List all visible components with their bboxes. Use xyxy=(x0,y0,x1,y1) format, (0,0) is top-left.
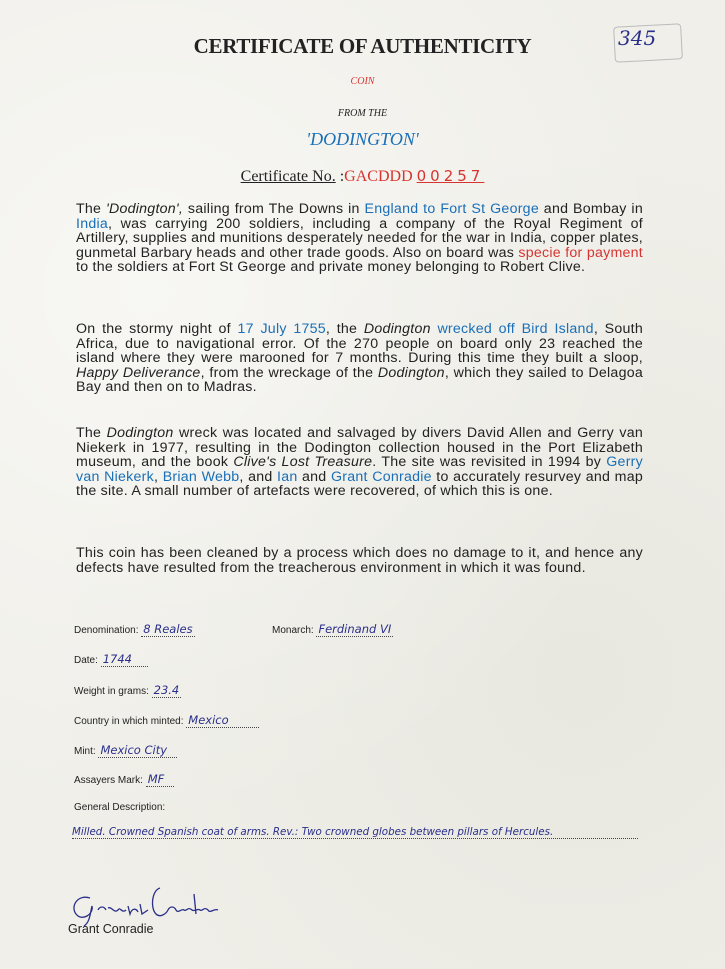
general-description-value: Milled. Crowned Spanish coat of arms. Rev.: Two crowned globes between pillars of Hercules. xyxy=(72,826,638,839)
weight-value: 23.4 xyxy=(153,683,180,697)
certificate-number-separator: : xyxy=(339,168,345,185)
mint-field xyxy=(74,743,177,757)
denomination-label: Denomination: xyxy=(74,625,139,636)
date-value: 1744 xyxy=(101,652,148,667)
monarch-label: Monarch: xyxy=(272,625,314,636)
monarch-value: Ferdinand VI xyxy=(318,622,392,636)
weight-field xyxy=(74,683,181,697)
date-label: Date: xyxy=(74,655,98,666)
denomination-value: 8 Reales xyxy=(143,622,193,636)
country-label: Country in which minted: xyxy=(74,716,184,727)
paragraph-salvage: The Dodington wreck was located and salvaged by divers David Allen and Gerry van Niekerk in 1977, resulting in the Dodington collection housed in the Port Elizabeth museum, and the book Clive's Lost Treasure. The site was revisited in 1994 by Gerry van Niekerk, Brian Webb, and Ian and Grant Conradie to accurately resurvey and map the site. A small number of artefacts were recovered, of which this is one. xyxy=(76,425,643,500)
certificate-number xyxy=(0,167,725,186)
weight-label: Weight in grams: xyxy=(74,686,149,697)
certificate-digits: 00257 xyxy=(416,167,485,185)
paragraph-wreck: On the stormy night of 17 July 1755, the Dodington wrecked off Bird Island, South Africa, due to navigational error. Of the 270 people on board only 23 reached the island where they were marooned for 7 months. During this time they built a sloop, Happy Deliverance, from the wreckage of the Dodington, which they sailed to Delagoa Bay and then on to Madras. xyxy=(76,321,643,396)
paragraph-cleaning: This coin has been cleaned by a process which does no damage to it, and hence any defects have resulted from the treacherous environment in which it was found. xyxy=(76,545,643,576)
certificate-number-label: Certificate No. xyxy=(240,168,336,185)
general-description-label: General Description: xyxy=(74,802,166,813)
signature-printed-name: Grant Conradie xyxy=(68,922,154,936)
assayers-label: Assayers Mark: xyxy=(74,775,143,786)
item-type: COIN xyxy=(350,76,375,87)
paragraph-voyage: The 'Dodington', sailing from The Downs in England to Fort St George and Bombay in India, was carrying 200 soldiers, including a company of the Royal Regiment of Artillery, supplies and munitions desperately needed for the war in India, copper plates, gunmetal Barbary heads and other trade goods. Also on board was specie for payment to the soldiers at Fort St George and private money belonging to Robert Clive. xyxy=(76,201,643,276)
denomination-field xyxy=(74,622,195,636)
from-the-label: FROM THE xyxy=(337,108,388,119)
monarch-field xyxy=(272,622,393,636)
certificate-title: CERTIFICATE OF AUTHENTICITY xyxy=(193,34,532,58)
country-value: Mexico xyxy=(186,713,258,728)
ship-name: 'DODINGTON' xyxy=(306,129,419,149)
mint-label: Mint: xyxy=(74,746,96,757)
assayers-field xyxy=(74,772,174,786)
date-field xyxy=(74,652,148,666)
country-field xyxy=(74,713,259,727)
mint-value: Mexico City xyxy=(98,743,177,758)
general-description-field xyxy=(74,802,165,813)
assayers-value: MF xyxy=(146,772,175,787)
certificate-code: GACDDD xyxy=(344,168,413,185)
handwritten-number: 345 xyxy=(618,26,657,50)
